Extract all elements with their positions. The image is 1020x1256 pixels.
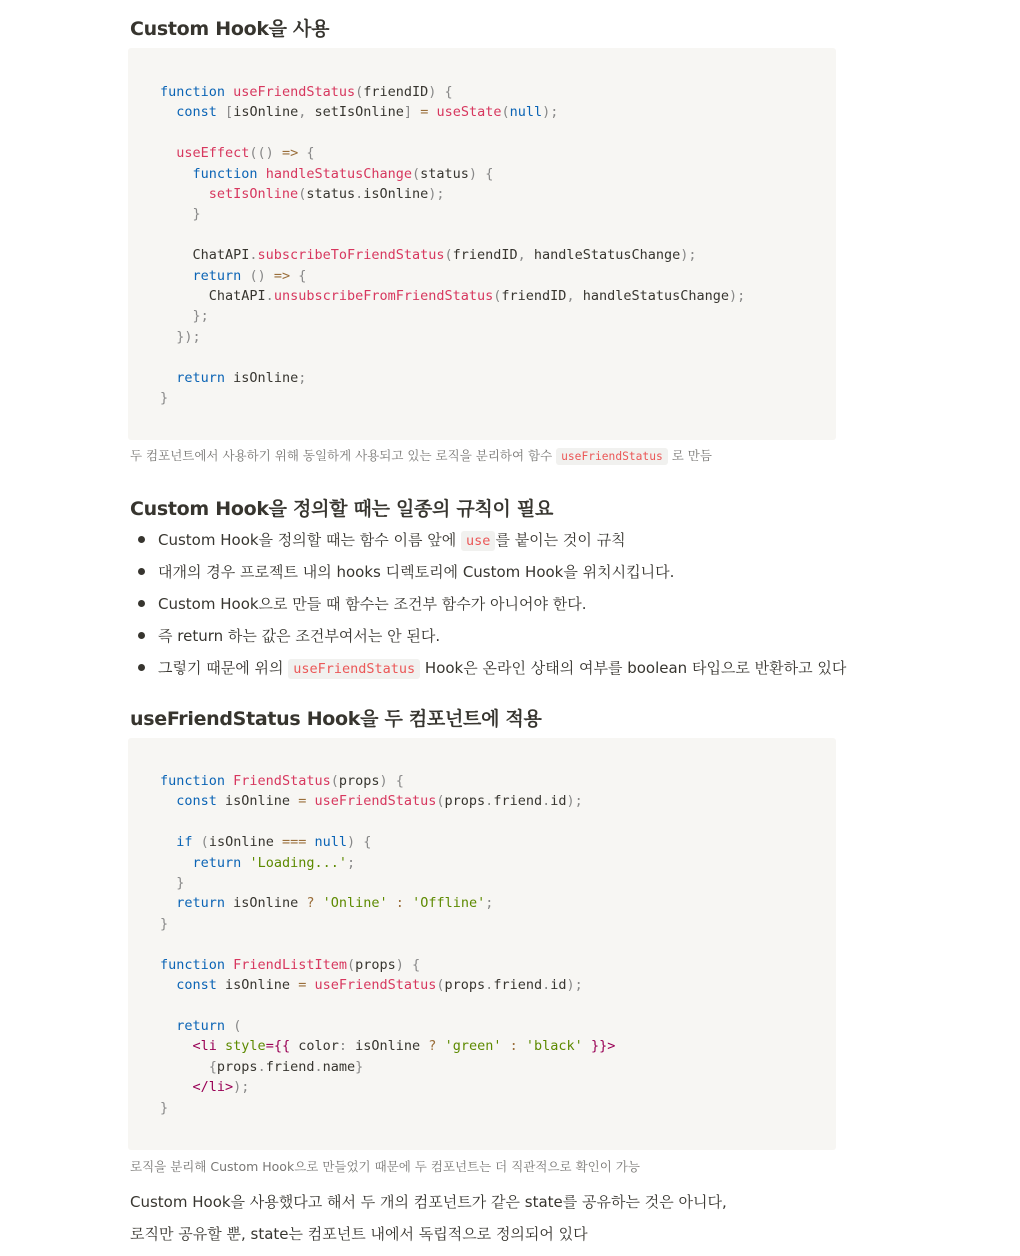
list-item <box>130 624 850 656</box>
list-item-text: Custom Hook을 정의할 때는 함수 이름 앞에 <box>158 531 462 549</box>
list-item <box>130 560 850 592</box>
list-item <box>130 592 850 624</box>
code-block-use-friend-status[interactable] <box>128 48 836 440</box>
list-item-text: 대개의 경우 프로젝트 내의 hooks 디렉토리에 Custom Hook을 위치시킵니다. <box>158 563 675 581</box>
section-title-custom-hook-usage: Custom Hook을 사용 <box>130 18 330 40</box>
bullet-icon <box>138 536 145 543</box>
list-item-text: Custom Hook으로 만들 때 함수는 조건부 함수가 아니어야 한다. <box>158 595 587 613</box>
caption-text-end: 로 만듬 <box>667 448 712 463</box>
inline-code-use-friend-status: useFriendStatus <box>288 659 420 679</box>
bullet-icon <box>138 600 145 607</box>
bullet-icon <box>138 664 145 671</box>
section-title-rules: Custom Hook을 정의할 때는 일종의 규칙이 필요 <box>130 498 554 520</box>
list-item <box>130 656 850 688</box>
code-use-friend-status: function useFriendStatus(friendID) { const [isOnline, setIsOnline] = useState(null); useEffect(() => { function handleStatusChange(status) { setIsOnline(status.isOnline); } ChatAPI.subscribeToFriendStatus(friendID, handleStatusChange); return () => { ChatAPI.unsubscribeFromFriendStatus(friendID, handleStatusChange); }; }); return isOnline; } <box>160 84 746 407</box>
code-caption-2: 로직을 분리해 Custom Hook으로 만들었기 때문에 두 컴포넌트는 더 직관적으로 확인이 가능 <box>130 1159 640 1174</box>
paragraph-1: Custom Hook을 사용했다고 해서 두 개의 컴포넌트가 같은 state를 공유하는 것은 아니다, <box>130 1193 727 1211</box>
inline-code-use: use <box>461 531 495 551</box>
bullet-icon <box>138 568 145 575</box>
code-caption-1 <box>130 446 712 464</box>
section-title-apply-hook: useFriendStatus Hook을 두 컴포넌트에 적용 <box>130 708 542 730</box>
list-item-text-end: Hook은 온라인 상태의 여부를 boolean 타입으로 반환하고 있다 <box>420 659 847 677</box>
code-components: function FriendStatus(props) { const isOnline = useFriendStatus(props.friend.id); if (isOnline === null) { return 'Loading...'; } return isOnline ? 'Online' : 'Offline'; } function FriendListItem(props) { const isOnline = useFriendStatus(props.friend.id); return ( <li style={{ color: isOnline ? 'green' : 'black' }}> {props.friend.name} </li>); } <box>160 773 616 1116</box>
list-item-text: 그렇기 때문에 위의 <box>158 659 289 677</box>
rules-list <box>130 528 850 688</box>
bullet-icon <box>138 632 145 639</box>
list-item <box>130 528 850 560</box>
code-block-components[interactable] <box>128 738 836 1150</box>
list-item-text: 즉 return 하는 값은 조건부여서는 안 된다. <box>158 627 441 645</box>
inline-code-use-friend-status: useFriendStatus <box>556 448 668 465</box>
caption-text: 두 컴포넌트에서 사용하기 위해 동일하게 사용되고 있는 로직을 분리하여 함수 <box>130 448 557 463</box>
list-item-text-end: 를 붙이는 것이 규칙 <box>495 531 626 549</box>
paragraph-2: 로직만 공유할 뿐, state는 컴포넌트 내에서 독립적으로 정의되어 있다 <box>130 1225 588 1243</box>
